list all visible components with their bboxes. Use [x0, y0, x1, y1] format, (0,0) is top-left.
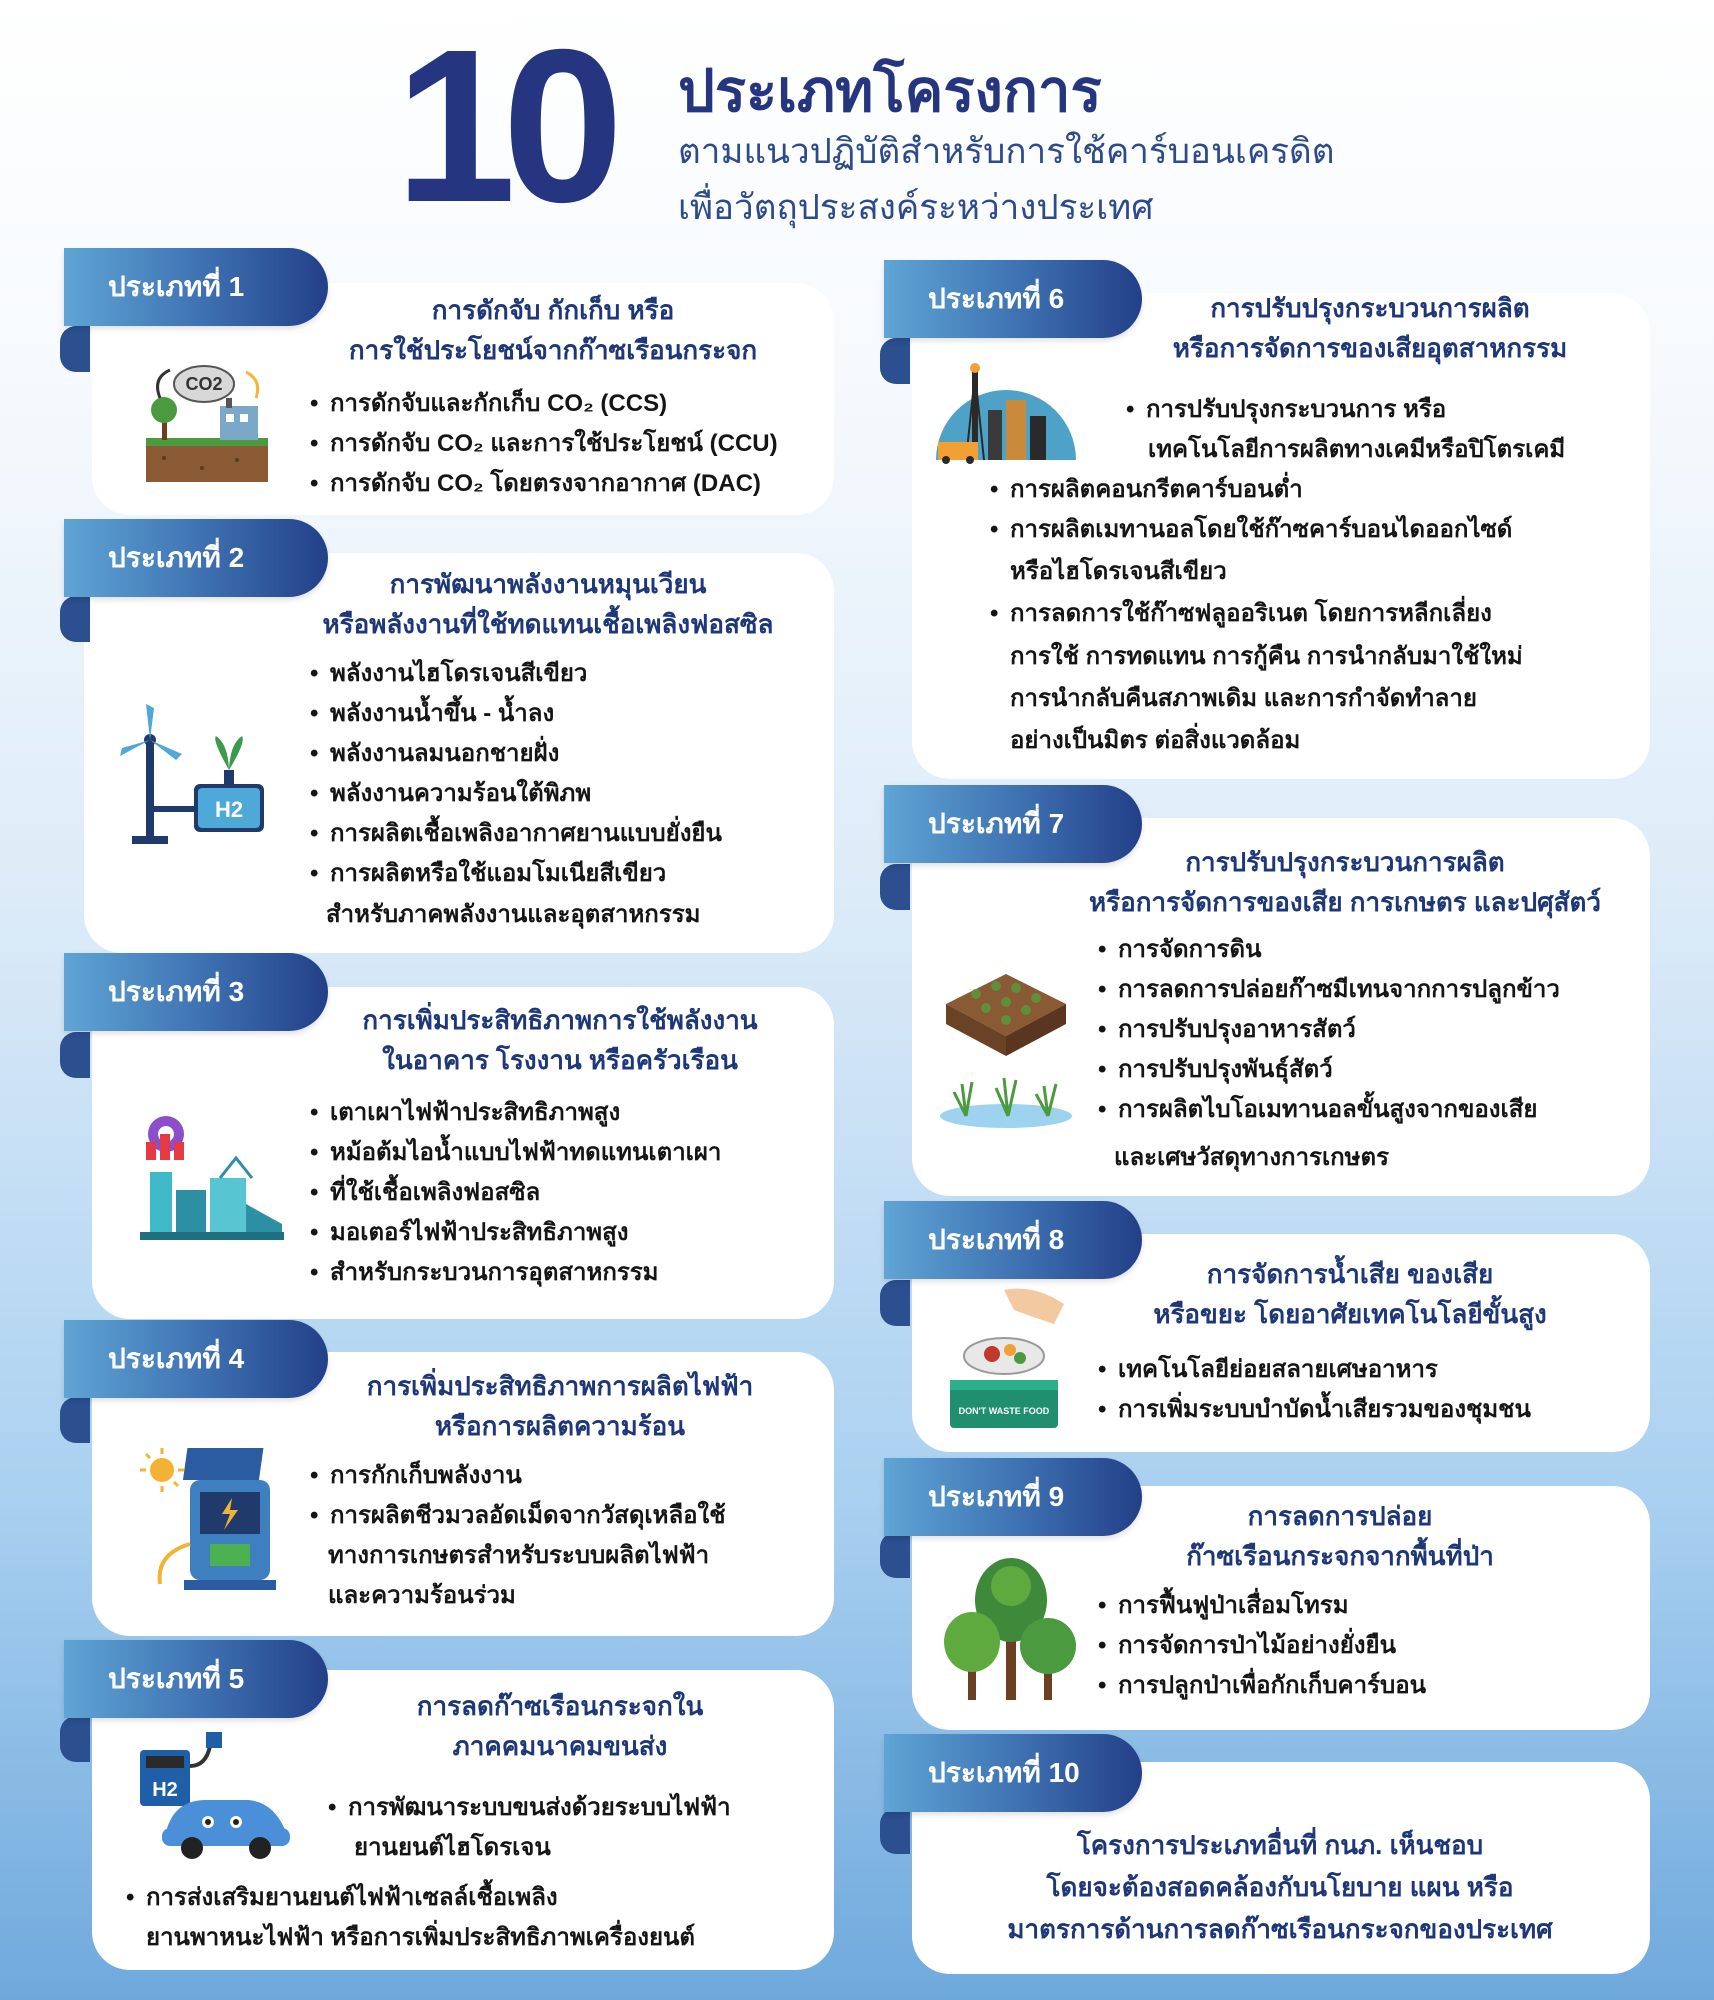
list-item-continuation: เทคโนโลยีการผลิตทางเคมีหรือปิโตรเคมี — [1148, 436, 1566, 463]
list-item-continuation: และเศษวัสดุทางการเกษตร — [1114, 1144, 1389, 1171]
list-item: • การลดการปล่อยก๊าซมีเทนจากการปลูกข้าว — [1098, 970, 1648, 1010]
tag-type-8: ประเภทที่ 8 — [884, 1201, 1142, 1279]
tag-type-9: ประเภทที่ 9 — [884, 1458, 1142, 1536]
list-item: • การปรับปรุงกระบวนการ หรือ — [1126, 390, 1646, 430]
list-item: • การกักเก็บพลังงาน — [310, 1456, 830, 1496]
list-item-continuation: ยานยนต์ไฮโดรเจน — [354, 1834, 551, 1861]
tag-fold — [60, 1032, 90, 1078]
list-item: • การฟื้นฟูป่าเสื่อมโทรม — [1098, 1586, 1638, 1626]
list-item-continuation: หรือไฮโดรเจนสีเขียว — [1010, 558, 1227, 585]
list-item: • พลังงานไฮโดรเจนสีเขียว — [310, 654, 830, 694]
list-item: • การผลิตหรือใช้แอมโมเนียสีเขียว — [310, 854, 830, 894]
big-number-10: 10 — [395, 5, 610, 248]
list-item: • พลังงานน้ำขึ้น - น้ำลง — [310, 694, 830, 734]
hydrogen-car-icon — [136, 1726, 296, 1862]
list-type-2 — [310, 654, 830, 894]
tag-type-4: ประเภทที่ 4 — [64, 1320, 328, 1398]
tag-fold — [880, 1808, 910, 1854]
tag-type-1: ประเภทที่ 1 — [64, 248, 328, 326]
tag-type-7: ประเภทที่ 7 — [884, 785, 1142, 863]
tag-fold — [60, 1397, 90, 1443]
list-type-4 — [310, 1456, 830, 1536]
card-title-type-1: การดักจับ กักเก็บ หรือ การใช้ประโยชน์จากก๊าซเรือนกระจก — [348, 295, 758, 365]
tag-fold — [880, 1280, 910, 1326]
solar-charger-icon — [136, 1444, 276, 1594]
list-item: • การผลิตชีวมวลอัดเม็ดจากวัสดุเหลือใช้ — [310, 1496, 830, 1536]
list-item: • การดักจับ CO₂ และการใช้ประโยชน์ (CCU) — [310, 424, 830, 464]
tag-type-10: ประเภทที่ 10 — [884, 1734, 1142, 1812]
list-type-3 — [310, 1093, 830, 1293]
tag-fold — [60, 596, 90, 642]
card-title-type-5: การลดก๊าซเรือนกระจกใน ภาคคมนาคมขนส่ง — [416, 1691, 704, 1761]
list-item: • เตาเผาไฟฟ้าประสิทธิภาพสูง — [310, 1093, 830, 1133]
svg-text:H2: H2 — [152, 1779, 178, 1801]
list-item: • การดักจับ CO₂ โดยตรงจากอากาศ (DAC) — [310, 464, 830, 504]
list-item: • พลังงานลมนอกชายฝั่ง — [310, 734, 830, 774]
farming-soil-icon — [936, 944, 1076, 1134]
card-title-type-8: การจัดการน้ำเสีย ของเสีย หรือขยะ โดยอาศัยเทคโนโลยีขั้นสูง — [1153, 1259, 1547, 1329]
page-subtitle-line1: ตามแนวปฏิบัติสำหรับการใช้คาร์บอนเครดิต — [678, 132, 1335, 171]
list-item-continuation: สำหรับภาคพลังงานและอุตสาหกรรม — [326, 901, 701, 928]
list-item: • การจัดการดิน — [1098, 930, 1648, 970]
list-item-continuation: การใช้ การทดแทน การกู้คืน การนำกลับมาใช้ใหม่ การนำกลับคืนสภาพเดิม และการกำจัดทำลาย อย่างเป็นมิตร ต่อสิ่งแวดล้อม — [1010, 643, 1523, 754]
list-item: • เทคโนโลยีย่อยสลายเศษอาหาร — [1098, 1350, 1648, 1390]
tag-type-3: ประเภทที่ 3 — [64, 953, 328, 1031]
list-item: • การลดการใช้ก๊าซฟลูออริเนต โดยการหลีกเลี่ยง — [990, 594, 1640, 634]
list-type-9 — [1098, 1586, 1638, 1706]
card-title-type-6: การปรับปรุงกระบวนการผลิต หรือการจัดการของเสียอุตสาหกรรม — [1172, 293, 1568, 363]
card-title-type-9: การลดการปล่อย ก๊าซเรือนกระจกจากพื้นที่ป่า — [1186, 1501, 1494, 1571]
list-item: • การผลิตไบโอเมทานอลขั้นสูงจากของเสีย — [1098, 1090, 1648, 1130]
wind-hydrogen-icon — [116, 700, 288, 850]
list-item: • การปรับปรุงพันธุ์สัตว์ — [1098, 1050, 1648, 1090]
co2-capture-icon — [142, 358, 272, 488]
page-subtitle-line2: เพื่อวัตถุประสงค์ระหว่างประเทศ — [678, 188, 1154, 227]
list-item: • การผลิตเมทานอลโดยใช้ก๊าซคาร์บอนไดออกไซด์ — [990, 510, 1640, 550]
tag-fold — [880, 864, 910, 910]
card-title-type-10: โครงการประเภทอื่นที่ กนภ. เห็นชอบ โดยจะต้องสอดคล้องกับนโยบาย แผน หรือ มาตรการด้านการลดก๊าซเรือนกระจกของประเทศ — [1007, 1830, 1553, 1944]
list-item: • การดักจับและกักเก็บ CO₂ (CCS) — [310, 384, 830, 424]
list-type-6 — [1126, 390, 1646, 430]
tag-fold — [880, 1532, 910, 1578]
list-type-7 — [1098, 930, 1648, 1130]
list-type-5b — [126, 1878, 826, 1918]
food-waste-icon — [944, 1284, 1074, 1432]
tag-type-2: ประเภทที่ 2 — [64, 519, 328, 597]
list-item-continuation: ทางการเกษตรสำหรับระบบผลิตไฟฟ้า และความร้อนร่วม — [328, 1542, 710, 1609]
svg-text:DON'T WASTE FOOD: DON'T WASTE FOOD — [958, 1406, 1050, 1416]
list-type-1 — [310, 384, 830, 504]
list-type-6b — [990, 470, 1640, 550]
card-title-type-7: การปรับปรุงกระบวนการผลิต หรือการจัดการของเสีย การเกษตร และปศุสัตว์ — [1089, 847, 1601, 917]
list-item: • การส่งเสริมยานยนต์ไฟฟ้าเซลล์เชื้อเพลิง — [126, 1878, 826, 1918]
tag-type-6: ประเภทที่ 6 — [884, 260, 1142, 338]
page-title: ประเภทโครงการ — [678, 59, 1102, 124]
list-item: • การผลิตคอนกรีตคาร์บอนต่ำ — [990, 470, 1640, 510]
list-item: • ที่ใช้เชื้อเพลิงฟอสซิล — [310, 1173, 830, 1213]
card-title-type-2: การพัฒนาพลังงานหมุนเวียน หรือพลังงานที่ใช้ทดแทนเชื้อเพลิงฟอสซิล — [322, 569, 774, 639]
list-item: • พลังงานความร้อนใต้พิภพ — [310, 774, 830, 814]
list-item: • มอเตอร์ไฟฟ้าประสิทธิภาพสูง — [310, 1213, 830, 1253]
list-item-continuation: ยานพาหนะไฟฟ้า หรือการเพิ่มประสิทธิภาพเครื่องยนต์ — [146, 1924, 696, 1951]
svg-text:CO2: CO2 — [185, 374, 223, 394]
refinery-icon — [928, 360, 1080, 464]
list-type-6c — [990, 594, 1640, 634]
forest-trees-icon — [940, 1556, 1080, 1702]
tag-fold — [60, 1716, 90, 1762]
list-item: • การพัฒนาระบบขนส่งด้วยระบบไฟฟ้า — [328, 1788, 828, 1828]
svg-text:H2: H2 — [214, 797, 244, 822]
card-title-type-3: การเพิ่มประสิทธิภาพการใช้พลังงาน ในอาคาร โรงงาน หรือครัวเรือน — [362, 1005, 758, 1075]
list-item: • การปรับปรุงอาหารสัตว์ — [1098, 1010, 1648, 1050]
list-item: • การปลูกป่าเพื่อกักเก็บคาร์บอน — [1098, 1666, 1638, 1706]
card-title-type-4: การเพิ่มประสิทธิภาพการผลิตไฟฟ้า หรือการผลิตความร้อน — [366, 1371, 754, 1441]
list-item: • การผลิตเชื้อเพลิงอากาศยานแบบยั่งยืน — [310, 814, 830, 854]
list-type-8 — [1098, 1350, 1648, 1430]
list-item: • การจัดการป่าไม้อย่างยั่งยืน — [1098, 1626, 1638, 1666]
tag-type-5: ประเภทที่ 5 — [64, 1640, 328, 1718]
factory-efficiency-icon — [136, 1112, 286, 1242]
list-item: • หม้อต้มไอน้ำแบบไฟฟ้าทดแทนเตาเผา — [310, 1133, 830, 1173]
list-type-5 — [328, 1788, 828, 1828]
tag-fold — [880, 338, 910, 384]
list-item: • การเพิ่มระบบบำบัดน้ำเสียรวมของชุมชน — [1098, 1390, 1648, 1430]
list-item: • สำหรับกระบวนการอุตสาหกรรม — [310, 1253, 830, 1293]
tag-fold — [60, 326, 90, 372]
